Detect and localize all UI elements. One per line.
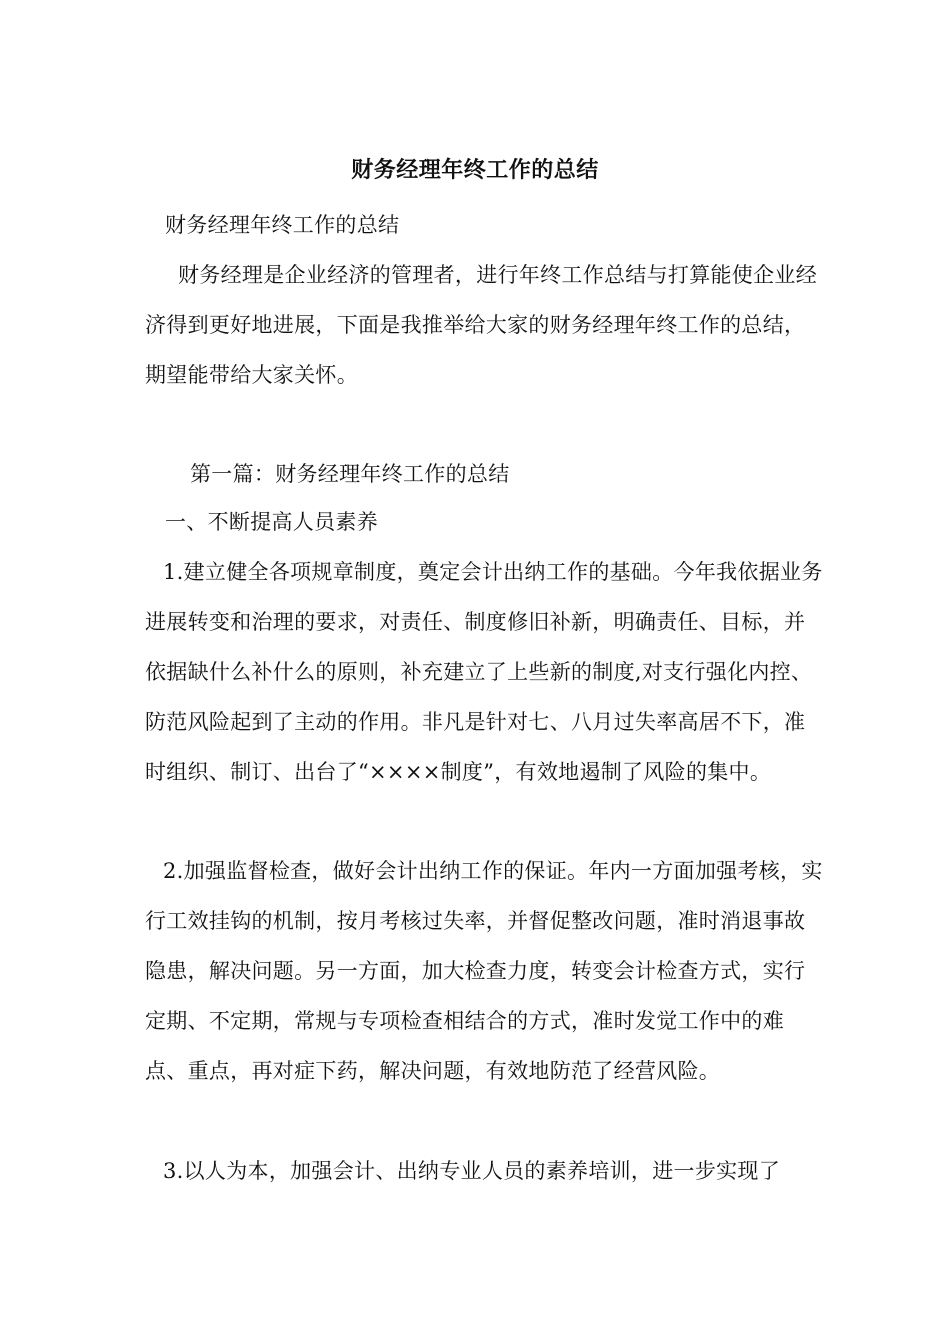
section-heading: 第一篇：财务经理年终工作的总结: [190, 462, 510, 486]
paragraph-item-1: 1.建立健全各项规章制度，奠定会计出纳工作的基础。今年我依据业务进展转变和治理的要求，对责任、制度修旧补新，明确责任、目标，并依据缺什么补什么的原则，补充建立了上些新的制度,对支行强化内控、防范风险起到了主动的作用。非凡是针对七、八月过失率高居不下，准时组织、制订、出台了“××××制度”，有效地遏制了风险的集中。: [145, 560, 823, 784]
subheading-one: 一、不断提高人员素养: [165, 510, 378, 534]
paragraph-item-3: 3.以人为本，加强会计、出纳专业人员的素养培训，进一步实现了: [163, 1159, 781, 1183]
document-subtitle: 财务经理年终工作的总结: [165, 213, 400, 237]
intro-paragraph: 财务经理是企业经济的管理者，进行年终工作总结与打算能使企业经济得到更好地进展，下面是我推举给大家的财务经理年终工作的总结，期望能带给大家关怀。: [145, 263, 817, 387]
document-title: 财务经理年终工作的总结: [351, 157, 599, 183]
paragraph-item-2: 2.加强监督检查，做好会计出纳工作的保证。年内一方面加强考核，实行工效挂钩的机制，按月考核过失率，并督促整改问题，准时消退事故隐患，解决问题。另一方面，加大检查力度，转变会计检查方式，实行定期、不定期，常规与专项检查相结合的方式，准时发觉工作中的难点、重点，再对症下药，解决问题，有效地防范了经营风险。: [145, 859, 823, 1083]
